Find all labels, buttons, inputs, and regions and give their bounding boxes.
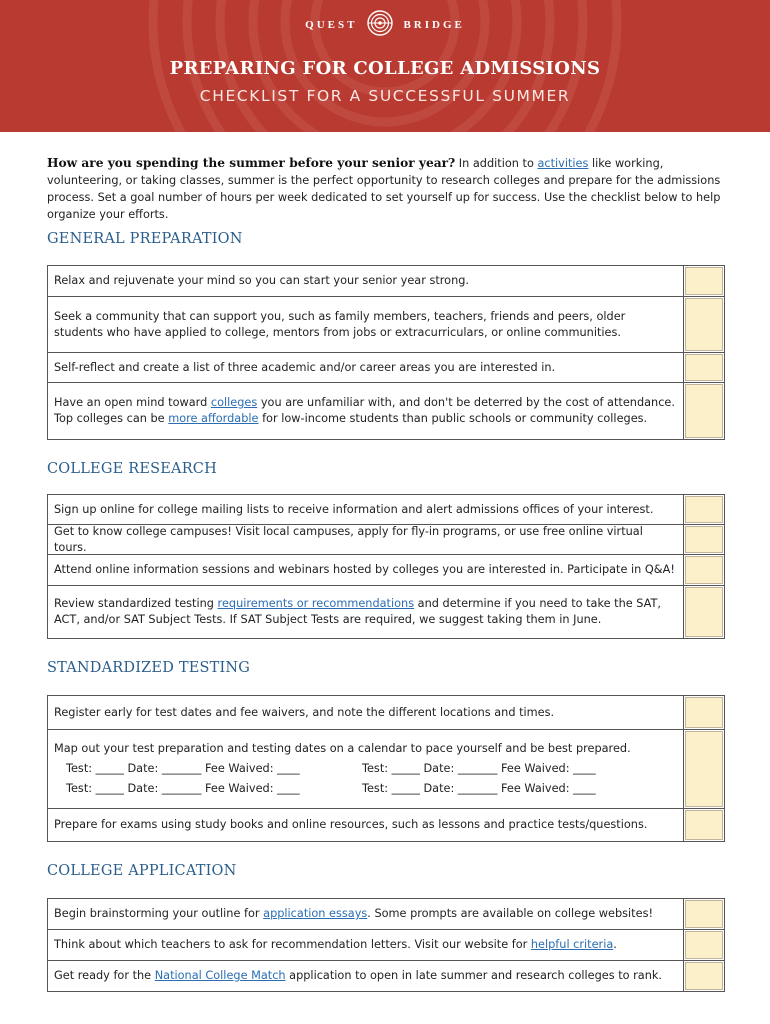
checklist-row (48, 555, 724, 586)
application-essays-link[interactable]: application essays (263, 907, 368, 920)
helpful-criteria-link[interactable]: helpful criteria (530, 938, 614, 951)
checkbox[interactable] (685, 697, 723, 728)
checklist-item-text: Prepare for exams using study books and online resources, such as lessons and practice tests/questions. (48, 809, 684, 841)
page-title: PREPARING FOR COLLEGE ADMISSIONS (169, 58, 601, 79)
more-affordable-link[interactable]: more affordable (168, 412, 259, 425)
checklist-item-text: Get to know college campuses! Visit local campuses, apply for fly-in programs, or use free online virtual tours. (48, 525, 684, 554)
checklist-item-text: Relax and rejuvenate your mind so you can start your senior year strong. (48, 266, 684, 296)
checkbox[interactable] (685, 931, 723, 959)
checkbox[interactable] (685, 810, 723, 840)
checklist-item-text: Map out your test preparation and testing dates on a calendar to pace yourself and be best prepared. Test: _____ Date: _______ Fee Waived: ____ Test: _____ Date: _______ Fee Waived: ____ Test: _____ Date: _______ Fee Waived: ____ Test: _____ Date: _______ Fee Waived: ____ (48, 730, 684, 808)
checklist-row (48, 586, 724, 639)
checklist-row (48, 266, 724, 297)
checkbox[interactable] (685, 496, 723, 523)
checklist-row (48, 730, 724, 809)
checklist-item-text: Have an open mind toward colleges you are unfamiliar with, and don't be deterred by the cost of attendance. Top colleges can be more affordable for low-income students than public schools or community colleges. (48, 383, 684, 439)
logo-word-left: QUEST (305, 19, 358, 31)
checklist-item-text: Get ready for the National College Match application to open in late summer and research colleges to rank. (48, 961, 684, 991)
checklist-row (48, 961, 724, 992)
checklist-row (48, 353, 724, 383)
page-subtitle: CHECKLIST FOR A SUCCESSFUL SUMMER (199, 87, 571, 105)
checklist-row (48, 809, 724, 842)
checklist-row (48, 696, 724, 730)
checkbox[interactable] (685, 731, 723, 807)
intro-text: like working, volunteering, or taking classes, summer is the perfect opportunity to research colleges and prepare for the admissions process. Set a goal number of hours per week dedicated to set yourself up for success. Use the checklist below to help organize your efforts. (47, 157, 721, 221)
test-entry-field[interactable]: Test: _____ Date: _______ Fee Waived: ____ (66, 782, 300, 795)
checklist-item-text: Sign up online for college mailing lists to receive information and alert admissions offices of your interest. (48, 495, 684, 524)
checkbox[interactable] (685, 526, 723, 553)
checkbox[interactable] (685, 354, 723, 381)
checklist-row (48, 383, 724, 440)
checklist-item-text: Attend online information sessions and webinars hosted by colleges you are interested in. Participate in Q&A! (48, 555, 684, 585)
test-entry-field[interactable]: Test: _____ Date: _______ Fee Waived: ____ (362, 782, 596, 795)
questbridge-logo[interactable] (0, 11, 770, 39)
checklist-item-text: Self-reflect and create a list of three academic and/or career areas you are interested in. (48, 353, 684, 382)
checklist-row (48, 525, 724, 555)
colleges-link[interactable]: colleges (210, 396, 258, 409)
checklist-row (48, 297, 724, 353)
test-entry-field[interactable]: Test: _____ Date: _______ Fee Waived: ____ (362, 762, 596, 775)
questbridge-logo-icon (367, 10, 393, 40)
header-banner (0, 0, 770, 132)
requirements-link[interactable]: requirements or recommendations (217, 597, 415, 610)
checkbox[interactable] (685, 298, 723, 351)
intro-text: In addition to (455, 157, 538, 170)
checkbox[interactable] (685, 962, 723, 990)
logo-word-right: BRIDGE (403, 19, 465, 31)
checklist-item-text: Think about which teachers to ask for recommendation letters. Visit our website for helpful criteria. (48, 930, 684, 960)
checklist-research (47, 494, 725, 639)
checklist-item-text: Seek a community that can support you, such as family members, teachers, friends and peers, older students who have applied to college, mentors from jobs or extracurriculars, or online communities. (48, 297, 684, 352)
checklist-item-text: Begin brainstorming your outline for application essays. Some prompts are available on college websites! (48, 899, 684, 929)
national-college-match-link[interactable]: National College Match (154, 969, 286, 982)
checklist-item-text: Review standardized testing requirements or recommendations and determine if you need to take the SAT, ACT, and/or SAT Subject Tests. If SAT Subject Tests are required, we suggest taking them in June. (48, 586, 684, 638)
activities-link[interactable]: activities (537, 157, 589, 170)
checkbox[interactable] (685, 900, 723, 928)
checklist-row (48, 930, 724, 961)
section-title-general: GENERAL PREPARATION (47, 231, 243, 247)
test-entry-field[interactable]: Test: _____ Date: _______ Fee Waived: ____ (66, 762, 300, 775)
checklist-item-text: Register early for test dates and fee waivers, and note the different locations and times. (48, 696, 684, 729)
checklist-testing (47, 695, 725, 842)
checklist-row (48, 899, 724, 930)
intro-paragraph (47, 155, 737, 223)
checklist-application (47, 898, 725, 992)
checklist-general (47, 265, 725, 440)
section-title-research: COLLEGE RESEARCH (47, 461, 217, 477)
checkbox[interactable] (685, 556, 723, 584)
checkbox[interactable] (685, 587, 723, 637)
section-title-testing: STANDARDIZED TESTING (47, 660, 251, 676)
test-date-grid (66, 761, 675, 797)
section-title-application: COLLEGE APPLICATION (47, 863, 237, 879)
checkbox[interactable] (685, 267, 723, 295)
checkbox[interactable] (685, 384, 723, 438)
checklist-row (48, 495, 724, 525)
intro-lead: How are you spending the summer before your senior year? (47, 156, 456, 170)
